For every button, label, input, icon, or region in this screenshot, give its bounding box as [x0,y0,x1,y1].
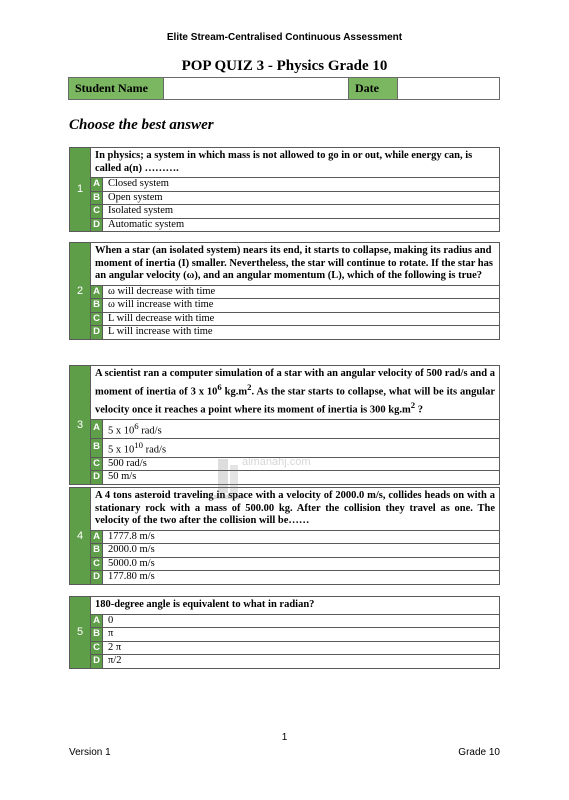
footer-version: Version 1 [69,747,111,758]
option-row[interactable] [70,471,500,485]
option-text: ω will decrease with time [103,285,500,299]
option-exponent: 10 [134,439,143,450]
option-row[interactable] [70,178,500,192]
option-text: 50 m/s [103,471,500,485]
option-row[interactable] [70,285,500,299]
option-row[interactable] [70,218,500,232]
stem-exponent: 2 [410,399,416,410]
option-text: Open system [103,191,500,205]
option-letter: B [91,544,103,558]
student-name-field[interactable] [163,78,348,100]
option-row[interactable] [70,571,500,585]
option-letter: B [91,191,103,205]
student-info-table [68,77,500,100]
option-letter: A [91,419,103,438]
footer-grade: Grade 10 [458,747,500,758]
option-letter: D [91,571,103,585]
option-row[interactable] [70,419,500,438]
option-text: Automatic system [103,218,500,232]
option-letter: B [91,299,103,313]
option-row[interactable] [70,205,500,219]
option-text: 2000.0 m/s [103,544,500,558]
option-letter: A [91,530,103,544]
option-row[interactable] [70,544,500,558]
quiz-title: POP QUIZ 3 - Physics Grade 10 [181,58,388,74]
option-letter: A [91,285,103,299]
option-row[interactable] [70,557,500,571]
stem-exponent: 6 [217,381,222,392]
question-4 [69,487,500,585]
question-number: 5 [70,597,91,669]
option-row[interactable] [70,641,500,655]
option-text [103,438,500,457]
option-row[interactable] [70,299,500,313]
option-letter: D [91,471,103,485]
option-letter: C [91,312,103,326]
option-text [103,419,500,438]
document-header: Elite Stream-Centralised Continuous Assessment [166,32,403,43]
question-stem: In physics; a system in which mass is not allowed to go in or out, while energy can, is called a(n) ………. [91,148,500,178]
option-base: 5 x 10 [108,444,135,455]
question-stem: 180-degree angle is equivalent to what in radian? [91,597,500,615]
student-name-label: Student Name [69,78,164,100]
option-text: ω will increase with time [103,299,500,313]
question-1 [69,147,500,232]
option-row[interactable] [70,312,500,326]
option-letter: A [91,614,103,628]
option-letter: B [91,438,103,457]
option-letter: D [91,326,103,340]
option-row[interactable] [70,457,500,471]
option-unit: rad/s [138,425,162,436]
option-row[interactable] [70,614,500,628]
question-number: 1 [70,148,91,232]
option-exponent: 6 [134,420,139,431]
question-number: 3 [70,366,91,485]
option-row[interactable] [70,628,500,642]
option-text: π [103,628,500,642]
option-row[interactable] [70,530,500,544]
question-2 [69,242,500,340]
option-text: Isolated system [103,205,500,219]
option-letter: D [91,655,103,669]
option-text: L will decrease with time [103,312,500,326]
stem-part: A scientist ran a computer simulation of a star with an angular velocity of 500 rad/s and a moment of inertia of 3 x 10 [95,368,495,397]
date-label: Date [348,78,397,100]
question-stem: A 4 tons asteroid traveling in space with a velocity of 2000.0 m/s, collides heads on with a stationary rock with a mass of 500.00 kg. After the collision they travel as one. The velocity of the two after the collision will be…… [91,488,500,531]
option-text: 177.80 m/s [103,571,500,585]
page-number: 1 [281,732,288,743]
option-letter: B [91,628,103,642]
option-row[interactable] [70,326,500,340]
option-text: 500 rad/s [103,457,500,471]
option-letter: C [91,557,103,571]
option-text: 0 [103,614,500,628]
option-text: Closed system [103,178,500,192]
option-row[interactable] [70,655,500,669]
option-text: L will increase with time [103,326,500,340]
option-unit: rad/s [143,444,167,455]
watermark-text: almanahj.com [242,456,311,468]
question-stem [91,366,500,420]
option-text: π/2 [103,655,500,669]
option-letter: D [91,218,103,232]
question-number: 2 [70,243,91,340]
date-field[interactable] [397,78,499,100]
option-row[interactable] [70,191,500,205]
section-heading: Choose the best answer [69,117,214,133]
stem-part: kg.m [221,386,248,397]
option-row[interactable] [70,438,500,457]
option-text: 2 π [103,641,500,655]
question-number: 4 [70,488,91,585]
option-text: 1777.8 m/s [103,530,500,544]
stem-exponent: 2 [247,381,252,392]
option-base: 5 x 10 [108,425,135,436]
option-letter: A [91,178,103,192]
option-text: 5000.0 m/s [103,557,500,571]
stem-part: . As the star starts to collapse, what will be its angular velocity once it reaches a point where its moment of inertia is 300 kg.m [95,386,495,415]
question-5 [69,596,500,669]
question-stem: When a star (an isolated system) nears its end, it starts to collapse, making its radius and moment of inertia (I) smaller. Nevertheless, the star will continue to rotate. If the star has an angular velocity (ω), and an angular momentum (L), which of the following is true? [91,243,500,286]
stem-part: ? [415,404,423,415]
option-letter: C [91,457,103,471]
option-letter: C [91,205,103,219]
option-letter: C [91,641,103,655]
question-3 [69,365,500,485]
